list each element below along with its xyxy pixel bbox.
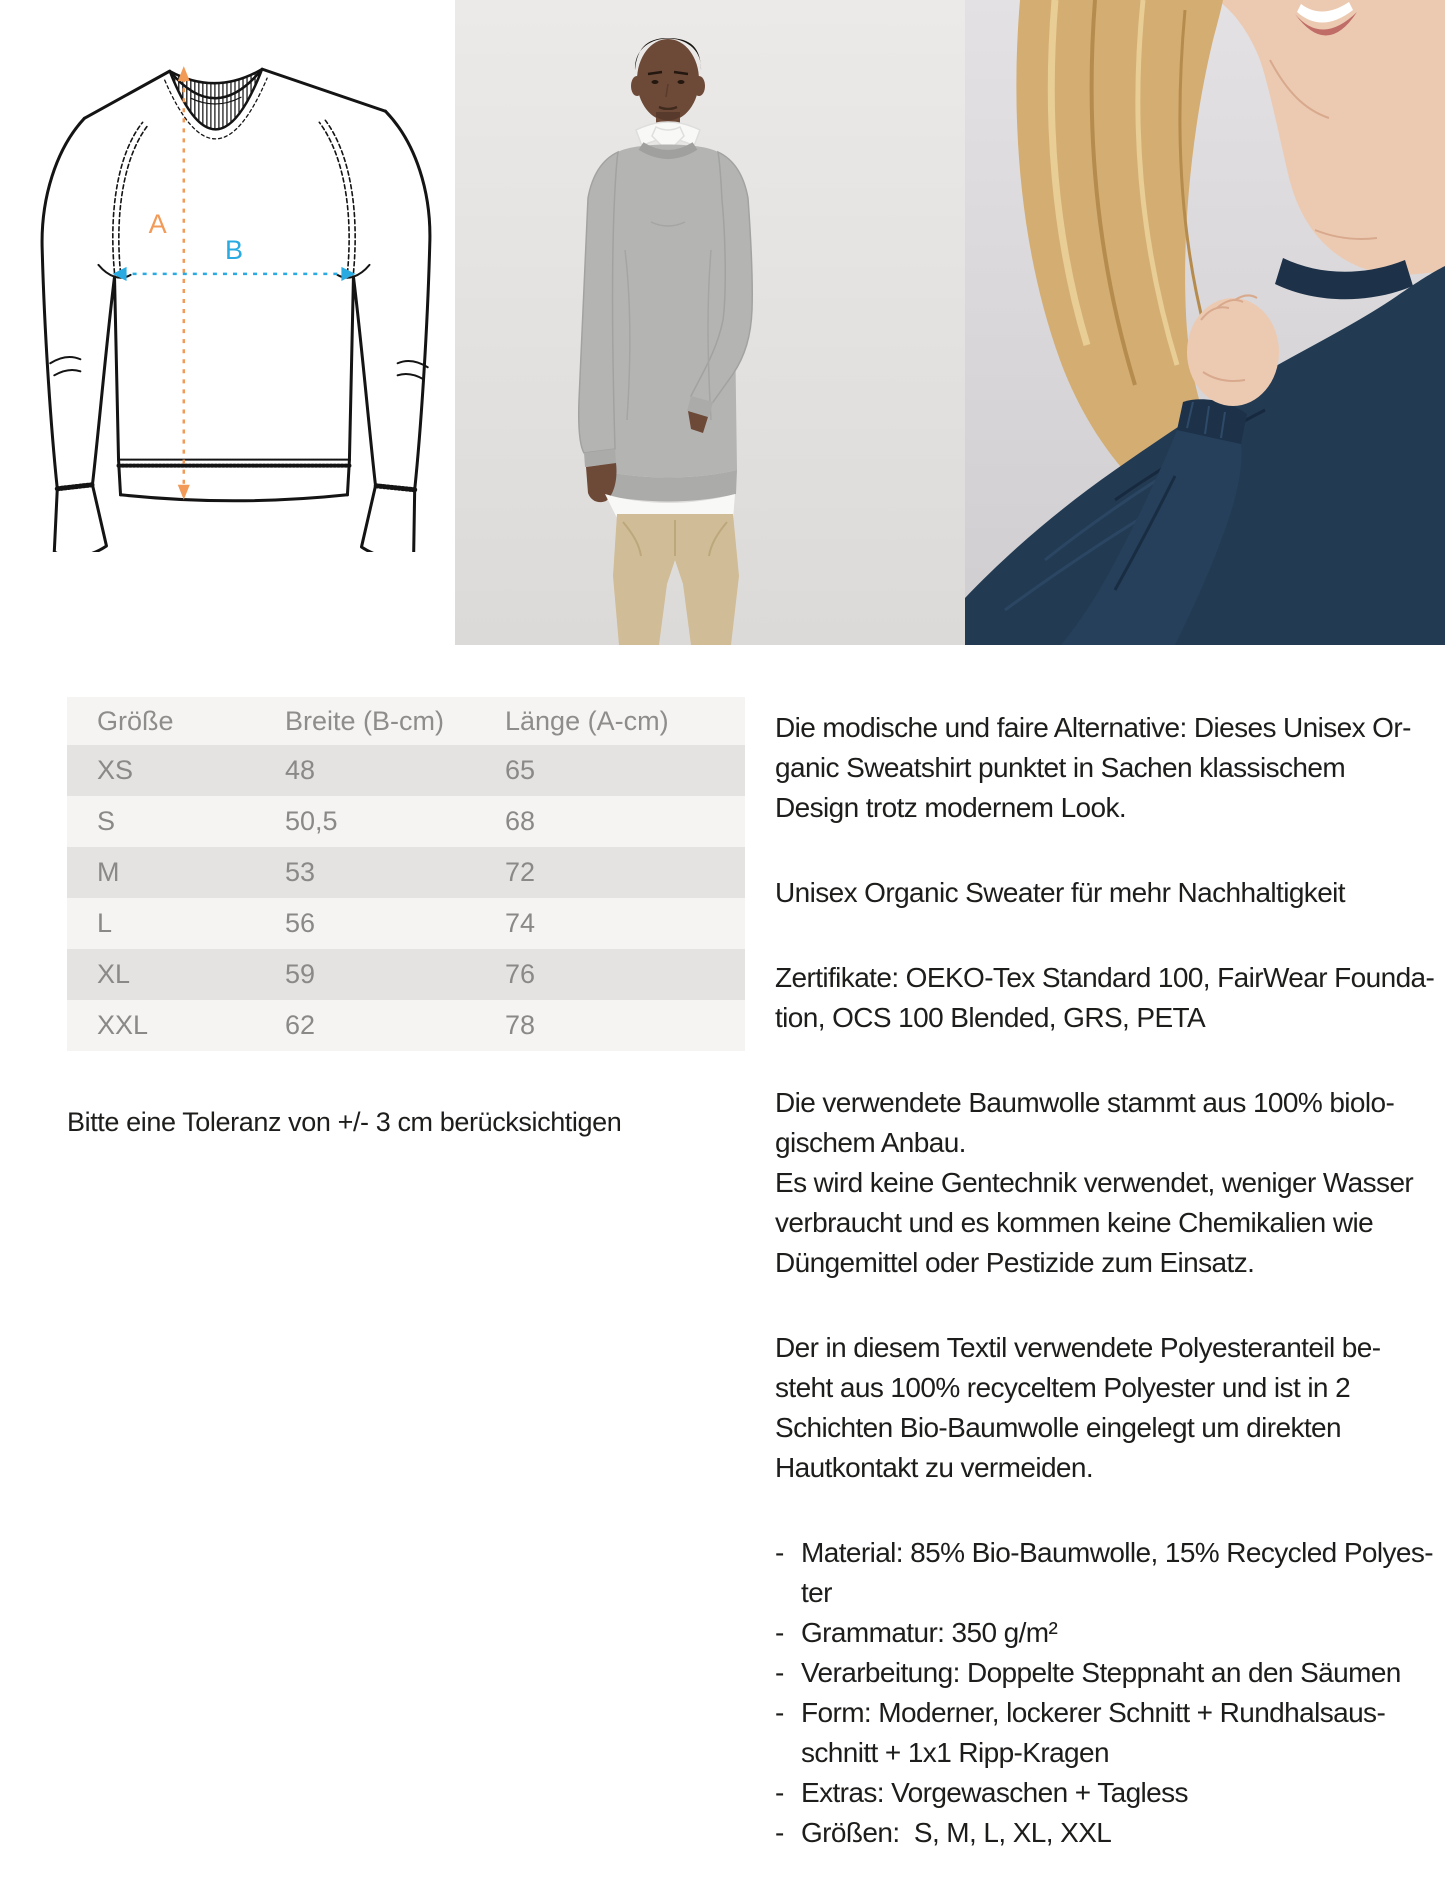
bullet-dash: -: [775, 1537, 784, 1568]
size-column-header: Größe: [67, 697, 285, 745]
description-paragraph: [775, 708, 1445, 828]
description-paragraph: [775, 1328, 1445, 1488]
spec-list: [775, 1533, 1445, 1853]
text-line: steht aus 100% recyceltem Polyester und ist in 2: [775, 1372, 1351, 1403]
text-line: Die modische und faire Alternative: Dieses Unisex Or-: [775, 712, 1411, 743]
description-paragraph: [775, 1083, 1445, 1283]
description-paragraph: [775, 958, 1445, 1038]
spec-bullet: [775, 1693, 1445, 1773]
measure-a: [149, 66, 190, 500]
text-line: Grammatur: 350 g/m²: [801, 1617, 1058, 1648]
size-row: [67, 1000, 745, 1051]
measure-b: [113, 234, 356, 281]
bullet-dash: -: [775, 1817, 784, 1848]
size-cell: 50,5: [285, 806, 338, 836]
text-line: Schichten Bio-Baumwolle eingelegt um direkten: [775, 1412, 1341, 1443]
measure-a-label: A: [148, 207, 167, 239]
text-line: ganic Sweatshirt punktet in Sachen klassischem: [775, 752, 1346, 783]
male-model-illustration: [455, 0, 965, 645]
size-cell: S: [97, 806, 116, 836]
photo-model-male: [455, 0, 965, 645]
bullet-text: [801, 1613, 1057, 1653]
size-row: [67, 847, 745, 898]
text-line: tion, OCS 100 Blended, GRS, PETA: [775, 1002, 1206, 1033]
bullet-text: [801, 1813, 1111, 1853]
size-column-header: Breite (B-cm): [285, 697, 505, 745]
size-cell: 74: [505, 908, 536, 938]
size-table-header-row: [67, 697, 745, 745]
photo-model-female: [965, 0, 1445, 645]
text-line: Zertifikate: OEKO-Tex Standard 100, FairWear Founda-: [775, 962, 1435, 993]
size-cell: 56: [285, 908, 316, 938]
text-line: Größen: S, M, L, XL, XXL: [801, 1817, 1112, 1848]
size-cell: L: [97, 908, 113, 938]
measure-b-label: B: [224, 233, 244, 265]
bullet-dash: -: [775, 1657, 784, 1688]
text-line: Düngemittel oder Pestizide zum Einsatz.: [775, 1247, 1255, 1278]
text-line: Unisex Organic Sweater für mehr Nachhaltigkeit: [775, 877, 1345, 908]
size-column-header: Länge (A-cm): [505, 697, 745, 745]
text-line: Hautkontakt zu vermeiden.: [775, 1452, 1094, 1483]
size-cell: 68: [505, 806, 536, 836]
size-cell: 76: [505, 959, 536, 989]
size-cell: 78: [505, 1010, 536, 1040]
sweatshirt-line-drawing: [28, 40, 450, 552]
text-line: Design trotz modernem Look.: [775, 792, 1127, 823]
size-table: [67, 697, 745, 1051]
size-row: [67, 898, 745, 949]
spec-bullet: [775, 1613, 1445, 1653]
text-line: ter: [801, 1577, 832, 1608]
bullet-dash: -: [775, 1697, 784, 1728]
text-line: schnitt + 1x1 Ripp-Kragen: [801, 1737, 1109, 1768]
bullet-text: [801, 1773, 1188, 1813]
bullet-text: [801, 1653, 1401, 1693]
size-cell: M: [97, 857, 120, 887]
spec-bullet: [775, 1813, 1445, 1853]
text-line: verbraucht und es kommen keine Chemikalien wie: [775, 1207, 1374, 1238]
bullet-text: [801, 1533, 1433, 1613]
size-cell: XL: [97, 959, 131, 989]
product-description: [775, 708, 1445, 1853]
size-cell: 53: [285, 857, 316, 887]
size-cell: 65: [505, 755, 536, 785]
text-line: Material: 85% Bio-Baumwolle, 15% Recycled Polyes-: [801, 1537, 1433, 1568]
size-row: [67, 745, 745, 796]
size-diagram: [28, 40, 450, 552]
size-row: [67, 949, 745, 1000]
text-line: Die verwendete Baumwolle stammt aus 100% biolo-: [775, 1087, 1395, 1118]
size-cell: XXL: [97, 1010, 149, 1040]
bullet-text: [801, 1693, 1385, 1773]
description-paragraph: [775, 873, 1445, 913]
measure-a-arrow-up: [178, 66, 190, 81]
bullet-dash: -: [775, 1617, 784, 1648]
size-row: [67, 796, 745, 847]
size-cell: 62: [285, 1010, 316, 1040]
spec-bullet: [775, 1533, 1445, 1613]
size-cell: 59: [285, 959, 316, 989]
text-line: gischem Anbau.: [775, 1127, 966, 1158]
text-line: Form: Moderner, lockerer Schnitt + Rundhalsaus-: [801, 1697, 1386, 1728]
text-line: Es wird keine Gentechnik verwendet, weniger Wasser: [775, 1167, 1414, 1198]
size-cell: 48: [285, 755, 316, 785]
measure-a-arrow-down: [178, 485, 190, 500]
text-line: Extras: Vorgewaschen + Tagless: [801, 1777, 1188, 1808]
text-line: Der in diesem Textil verwendete Polyesteranteil be-: [775, 1332, 1381, 1363]
grey-sweatshirt: [579, 145, 753, 502]
spec-bullet: [775, 1653, 1445, 1693]
female-model-illustration: [965, 0, 1445, 645]
text-line: Verarbeitung: Doppelte Steppnaht an den Säumen: [801, 1657, 1401, 1688]
tolerance-note: Bitte eine Toleranz von +/- 3 cm berücksichtigen: [67, 1107, 622, 1137]
size-cell: XS: [97, 755, 134, 785]
spec-bullet: [775, 1773, 1445, 1813]
bullet-dash: -: [775, 1777, 784, 1808]
size-cell: 72: [505, 857, 536, 887]
